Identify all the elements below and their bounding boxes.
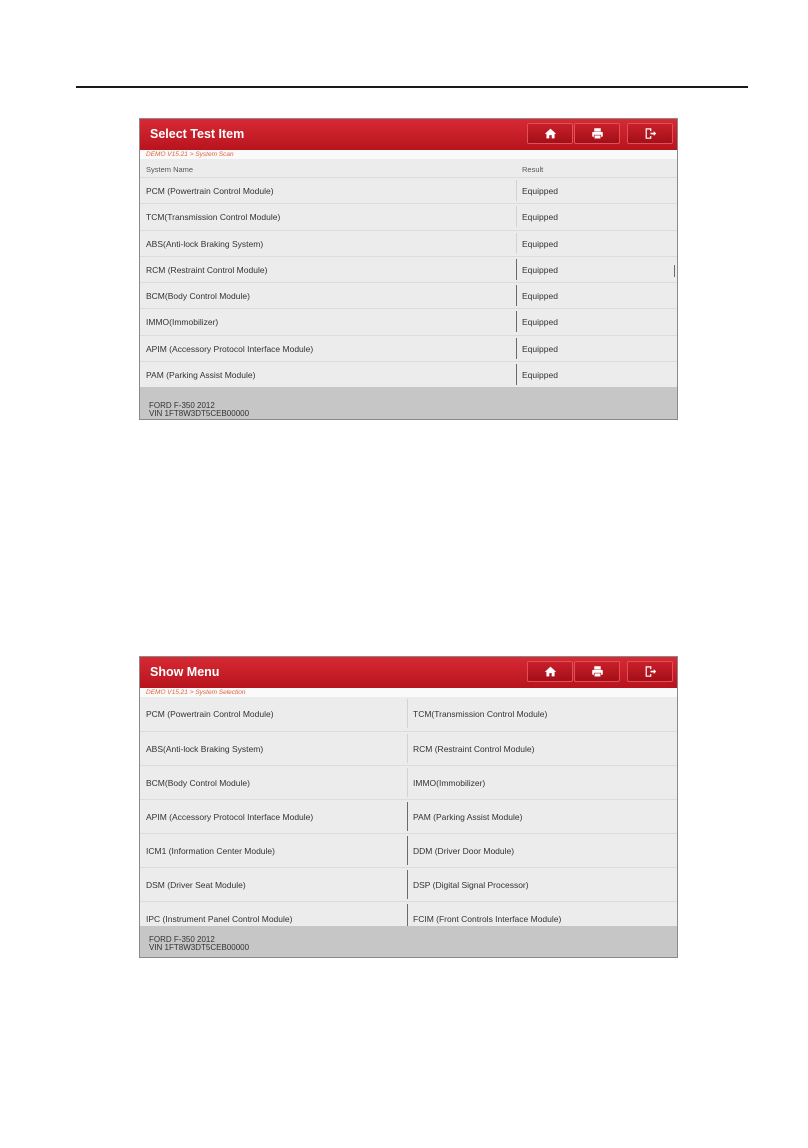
system-result: Equipped xyxy=(522,343,558,354)
table-row[interactable] xyxy=(140,282,677,308)
column-divider xyxy=(516,259,517,280)
menu-row xyxy=(140,799,677,833)
vehicle-vin: VIN 1FT8W3DT5CEB00000 xyxy=(149,943,250,952)
title-bar xyxy=(140,657,677,688)
menu-item[interactable]: FCIM (Front Controls Interface Module) xyxy=(413,914,562,924)
menu-item[interactable]: RCM (Restraint Control Module) xyxy=(413,744,535,754)
menu-row xyxy=(140,731,677,765)
column-divider xyxy=(407,699,408,728)
system-name: APIM (Accessory Protocol Interface Module) xyxy=(146,343,314,354)
exit-icon xyxy=(644,665,657,678)
column-divider xyxy=(407,768,408,797)
vehicle-info-footer xyxy=(140,387,677,419)
menu-item[interactable]: IMMO(Immobilizer) xyxy=(413,778,486,788)
column-divider xyxy=(407,802,408,831)
system-result: Equipped xyxy=(522,291,558,302)
title-bar xyxy=(140,119,677,150)
table-header xyxy=(140,159,677,177)
column-divider xyxy=(516,338,517,359)
screen-title: Select Test Item xyxy=(150,127,245,141)
column-divider xyxy=(516,364,517,385)
system-name: RCM (Restraint Control Module) xyxy=(146,264,268,275)
breadcrumb: DEMO V15.21 > System Selection xyxy=(140,688,677,697)
page-header-rule xyxy=(76,86,748,88)
vehicle-vin: VIN 1FT8W3DT5CEB00000 xyxy=(149,409,250,418)
breadcrumb: DEMO V15.21 > System Scan xyxy=(140,150,677,159)
system-name: ABS(Anti-lock Braking System) xyxy=(146,238,264,249)
table-row[interactable] xyxy=(140,308,677,334)
menu-row xyxy=(140,697,677,731)
system-result: Equipped xyxy=(522,370,558,381)
system-result: Equipped xyxy=(522,212,558,223)
exit-button[interactable] xyxy=(627,661,673,682)
print-button[interactable] xyxy=(574,661,620,682)
menu-item[interactable]: PCM (Powertrain Control Module) xyxy=(146,709,274,719)
system-name: PCM (Powertrain Control Module) xyxy=(146,186,274,196)
home-icon xyxy=(544,127,557,140)
column-divider xyxy=(407,836,408,865)
screen-title: Show Menu xyxy=(150,665,220,679)
menu-item[interactable]: ABS(Anti-lock Braking System) xyxy=(146,744,264,754)
menu-item[interactable]: DDM (Driver Door Module) xyxy=(413,846,515,856)
column-divider xyxy=(516,206,517,227)
system-name: IMMO(Immobilizer) xyxy=(146,317,219,328)
system-result: Equipped xyxy=(522,317,558,328)
column-divider xyxy=(516,311,517,332)
vehicle-model: FORD F-350 2012 xyxy=(149,401,215,410)
home-button[interactable] xyxy=(527,123,573,144)
menu-item[interactable]: PAM (Parking Assist Module) xyxy=(413,812,523,822)
exit-button[interactable] xyxy=(627,123,673,144)
home-button[interactable] xyxy=(527,661,573,682)
menu-row xyxy=(140,867,677,901)
table-row[interactable] xyxy=(140,203,677,229)
column-divider xyxy=(516,233,517,254)
table-row[interactable] xyxy=(140,177,677,203)
column-header-system-name: System Name xyxy=(146,165,194,174)
printer-icon xyxy=(591,127,604,140)
column-divider xyxy=(516,285,517,306)
system-result: Equipped xyxy=(522,238,558,249)
system-result: Equipped xyxy=(522,186,558,196)
menu-item[interactable]: DSM (Driver Seat Module) xyxy=(146,880,246,890)
select-test-item-screen xyxy=(139,118,678,420)
system-name: BCM(Body Control Module) xyxy=(146,291,250,302)
menu-item[interactable]: ICM1 (Information Center Module) xyxy=(146,846,275,856)
show-menu-screen xyxy=(139,656,678,958)
vehicle-info-footer xyxy=(140,926,677,957)
scrollbar[interactable] xyxy=(674,265,675,277)
vehicle-model: FORD F-350 2012 xyxy=(149,935,215,944)
table-row[interactable] xyxy=(140,361,677,387)
column-header-result: Result xyxy=(522,165,544,174)
table-row[interactable] xyxy=(140,256,677,282)
column-divider xyxy=(516,180,517,201)
menu-item[interactable]: BCM(Body Control Module) xyxy=(146,778,250,788)
system-menu-grid xyxy=(140,697,677,935)
column-divider xyxy=(407,734,408,763)
menu-item[interactable]: APIM (Accessory Protocol Interface Module) xyxy=(146,812,314,822)
menu-row xyxy=(140,833,677,867)
printer-icon xyxy=(591,665,604,678)
system-name: PAM (Parking Assist Module) xyxy=(146,370,256,381)
menu-item[interactable]: IPC (Instrument Panel Control Module) xyxy=(146,914,293,924)
exit-icon xyxy=(644,127,657,140)
system-result: Equipped xyxy=(522,264,558,275)
table-row[interactable] xyxy=(140,230,677,256)
menu-item[interactable]: DSP (Digital Signal Processor) xyxy=(413,880,529,890)
system-name: TCM(Transmission Control Module) xyxy=(146,212,281,223)
table-row[interactable] xyxy=(140,335,677,361)
menu-row xyxy=(140,765,677,799)
home-icon xyxy=(544,665,557,678)
menu-item[interactable]: TCM(Transmission Control Module) xyxy=(413,709,548,719)
print-button[interactable] xyxy=(574,123,620,144)
column-divider xyxy=(407,870,408,899)
